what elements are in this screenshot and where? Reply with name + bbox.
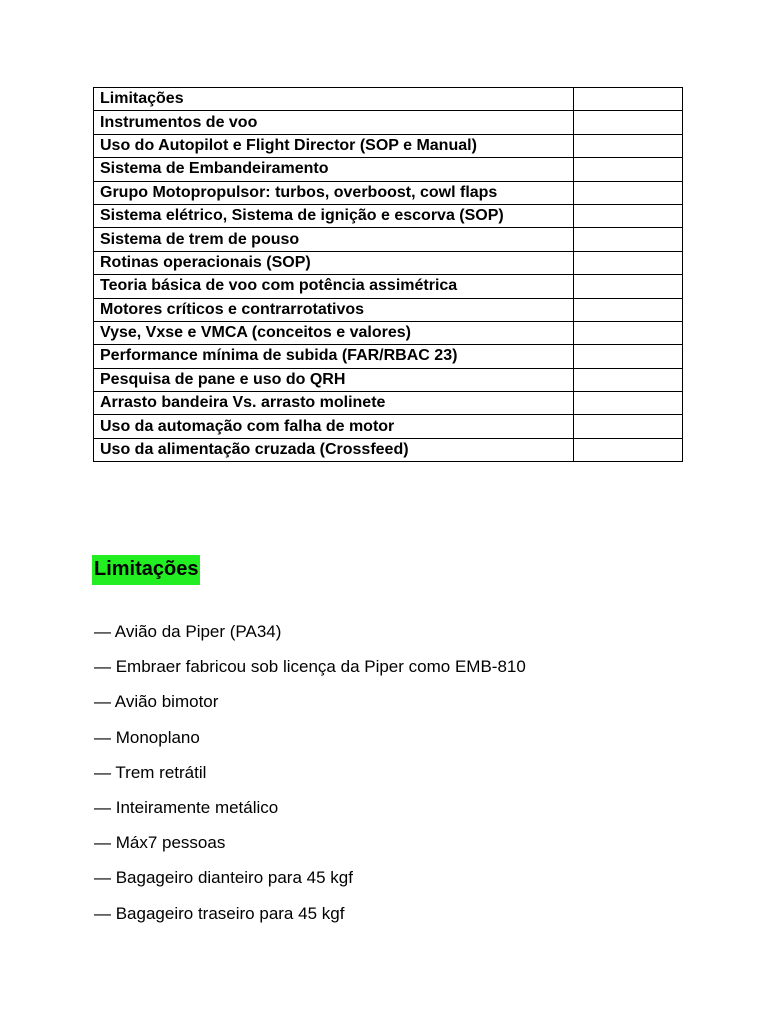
check-cell [574, 204, 683, 227]
table-row [94, 321, 683, 344]
list-item: — Avião da Piper (PA34) [94, 622, 282, 641]
table-row [94, 392, 683, 415]
table-row [94, 438, 683, 461]
list-item: — Bagageiro dianteiro para 45 kgf [94, 868, 353, 888]
table-row [94, 181, 683, 204]
list-item: — Bagageiro traseiro para 45 kgf [94, 903, 345, 923]
table-row [94, 298, 683, 321]
table-row [94, 134, 683, 157]
topics-checklist-table [93, 87, 683, 462]
table-row [94, 251, 683, 274]
list-item: — Máx7 pessoas [94, 833, 226, 853]
check-cell [574, 415, 683, 438]
check-cell [574, 158, 683, 181]
check-cell [574, 345, 683, 368]
list-item: — Trem retrátil [94, 762, 207, 782]
topic-cell: Rotinas operacionais (SOP) [94, 251, 574, 274]
topic-cell: Performance mínima de subida (FAR/RBAC 23) [94, 345, 574, 368]
table-row [94, 415, 683, 438]
topic-cell: Instrumentos de voo [94, 111, 574, 134]
topic-cell: Sistema de trem de pouso [94, 228, 574, 251]
check-cell [574, 134, 683, 157]
check-cell [574, 368, 683, 391]
table-row [94, 158, 683, 181]
check-cell [574, 438, 683, 461]
topic-cell: Uso da alimentação cruzada (Crossfeed) [94, 438, 574, 461]
topic-cell: Uso da automação com falha de motor [94, 415, 574, 438]
check-cell [574, 321, 683, 344]
topic-cell: Motores críticos e contrarrotativos [94, 298, 574, 321]
bullet-list [94, 620, 526, 937]
topic-cell: Limitações [94, 88, 574, 111]
topic-cell: Arrasto bandeira Vs. arrasto molinete [94, 392, 574, 415]
table-row [94, 368, 683, 391]
check-cell [574, 181, 683, 204]
topic-cell: Vyse, Vxse e VMCA (conceitos e valores) [94, 321, 574, 344]
topic-cell: Sistema de Embandeiramento [94, 158, 574, 181]
section-heading: Limitações [92, 555, 200, 585]
topic-cell: Sistema elétrico, Sistema de ignição e escorva (SOP) [94, 204, 574, 227]
check-cell [574, 111, 683, 134]
table-row [94, 204, 683, 227]
list-item: — Monoplano [94, 727, 200, 747]
check-cell [574, 88, 683, 111]
table-row [94, 275, 683, 298]
topic-cell: Pesquisa de pane e uso do QRH [94, 368, 574, 391]
table-row [94, 345, 683, 368]
table-row [94, 88, 683, 111]
table-row [94, 111, 683, 134]
list-item: — Avião bimotor [94, 692, 219, 712]
check-cell [574, 251, 683, 274]
check-cell [574, 392, 683, 415]
table-row [94, 228, 683, 251]
check-cell [574, 275, 683, 298]
check-cell [574, 228, 683, 251]
check-cell [574, 298, 683, 321]
topic-cell: Teoria básica de voo com potência assimétrica [94, 275, 574, 298]
list-item: — Inteiramente metálico [94, 797, 279, 817]
topic-cell: Grupo Motopropulsor: turbos, overboost, cowl flaps [94, 181, 574, 204]
list-item: — Embraer fabricou sob licença da Piper como EMB-810 [94, 657, 526, 677]
topic-cell: Uso do Autopilot e Flight Director (SOP e Manual) [94, 134, 574, 157]
